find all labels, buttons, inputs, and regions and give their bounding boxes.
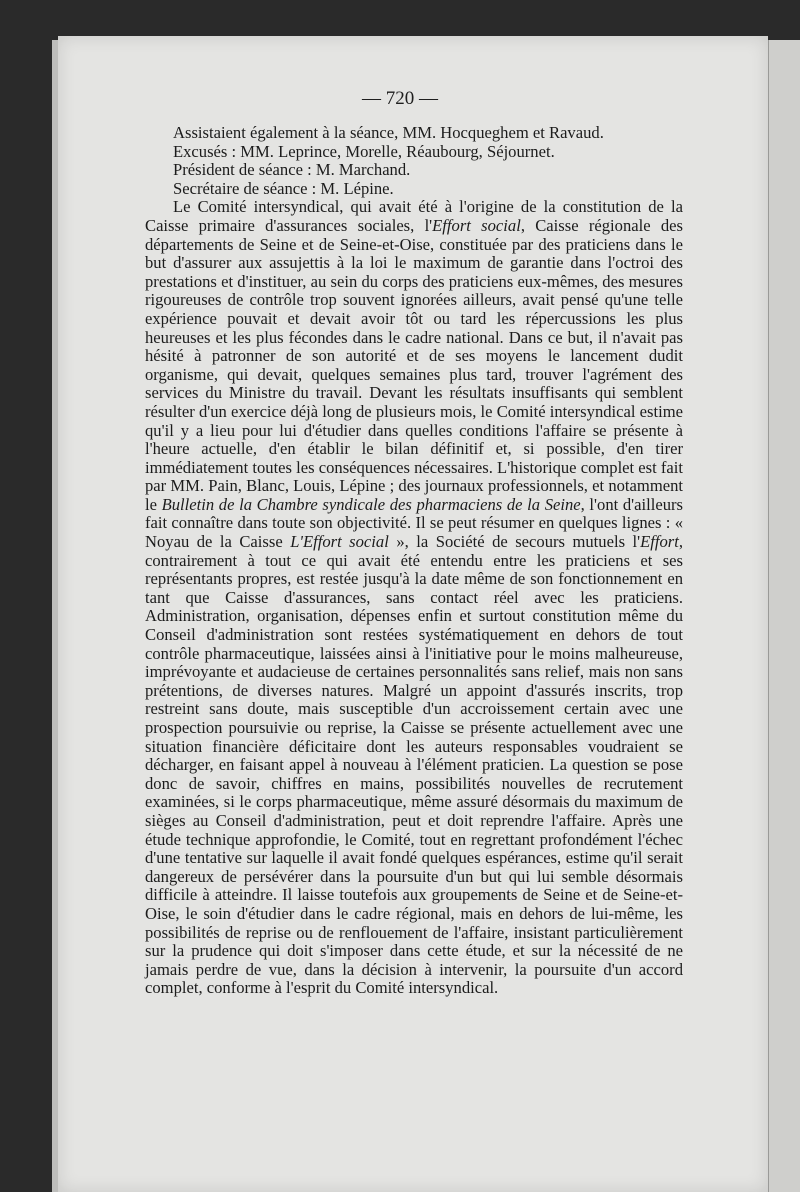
effort-social-title: Effort social — [432, 215, 521, 235]
body-text-3: , l'ont d'ailleurs fait connaître dans toute son objectivité. Il se peut résumer en quelques lignes : « Noyau de la Caisse — [145, 494, 683, 552]
effort-name: Effort — [640, 532, 679, 552]
attendance-line: Assistaient également à la séance, MM. Hocqueghem et Ravaud. — [173, 123, 604, 142]
body-text-1: Le Comité intersyndical, qui avait été à l'origine de la constitution de la Caisse primaire d'assurances sociales, l' — [145, 197, 683, 235]
next-page-edge — [768, 40, 800, 1192]
excused-line: Excusés : MM. Leprince, Morelle, Réaubourg, Séjournet. — [173, 141, 555, 161]
president-line: Président de séance : M. Marchand. — [173, 160, 411, 180]
page-text — [145, 124, 683, 998]
page-number: — 720 — — [362, 88, 438, 109]
body-text-5: , contrairement à tout ce qui avait été entendu entre les praticiens et ses représentants propres, est restée jusqu'à la date même de son fonctionnement en tant que Caisse d'assurances, sans contact réel avec les praticiens. Administration, organisation, dépenses enfin et surtout constitution même du Conseil d'administration sont restées systématiquement en dehors de tout contrôle pharmaceutique, laissées ainsi à l'initiative pour le moins malheureuse, imprévoyante et audacieuse de certaines personnalités sans relief, mais non sans prétentions, de diverses natures. Malgré un appoint d'assurés inscrits, trop restreint sans doute, mais susceptible d'un accroissement certain avec une prospection poursuivie ou reprise, la Caisse se présente actuellement avec une situation financière déficitaire dont les auteurs responsables voudraient se décharger, en faisant appel à nouveau à l'élément praticien. La question se pose donc de savoir, chiffres en mains, possibilités nouvelles de recrutement examinées, si le corps pharmaceutique, même assuré désormais du maximum de sièges au Conseil d'administration, peut et doit reprendre l'affaire. Après une étude technique approfondie, le Comité, tout en regrettant profondément l'échec d'une tentative sur laquelle il avait fondé quelques espérances, estime qu'il serait dangereux de persévérer dans la poursuite d'un but qui lui semble désormais difficile à atteindre. Il laisse toutefois aux groupements de Seine et de Seine-et-Oise, le soin d'étudier dans le cadre régional, mais en dehors de lui-même, les possibilités de reprise ou de renflouement de l'affaire, insistant particulièrement sur la prudence qui doit s'imposer dans cette étude, et sur la nécessité de ne jamais perdre de vue, dans la décision à intervenir, la poursuite d'un accord complet, conforme à l'esprit du Comité intersyndical. — [145, 532, 684, 998]
effort-social-quote: L'Effort social — [290, 532, 389, 552]
secretary-line: Secrétaire de séance : M. Lépine. — [173, 178, 394, 198]
body-text-4: », la Société de secours mutuels l' — [388, 532, 641, 552]
body-paragraph — [145, 198, 683, 998]
body-text-2: , Caisse régionale des départements de Seine et de Seine-et-Oise, constituée par des praticiens dans le but d'assurer aux assujettis à la loi le maximum de garantie dans l'octroi des prestations et d'instituer, au sein du corps des praticiens eux-mêmes, des mesures rigoureuses de contrôle trop souvent ignorées ailleurs, avait pensé qu'une telle expérience pouvait et devait avoir tôt ou tard les répercussions les plus heureuses et les plus fécondes dans le cadre national. Dans ce but, il n'avait pas hésité à patronner de son autorité et de ses moyens le lancement dudit organisme, qui devait, quelques semaines plus tard, trouver l'agrément des services du Ministre du travail. Devant les résultats insuffisants qui semblent résulter d'un exercice déjà long de plusieurs mois, le Comité intersyndical estime qu'il y a lieu pour lui d'étudier dans quelles conditions l'affaire se présente à l'heure actuelle, d'en établir le bilan définitif et, si possible, d'en tirer immédiatement toutes les conséquences nécessaires. L'historique complet est fait par MM. Pain, Blanc, Louis, Lépine ; des journaux professionnels, et notamment le — [145, 215, 683, 514]
bulletin-title: Bulletin de la Chambre syndicale des pharmaciens de la Seine — [161, 494, 581, 514]
